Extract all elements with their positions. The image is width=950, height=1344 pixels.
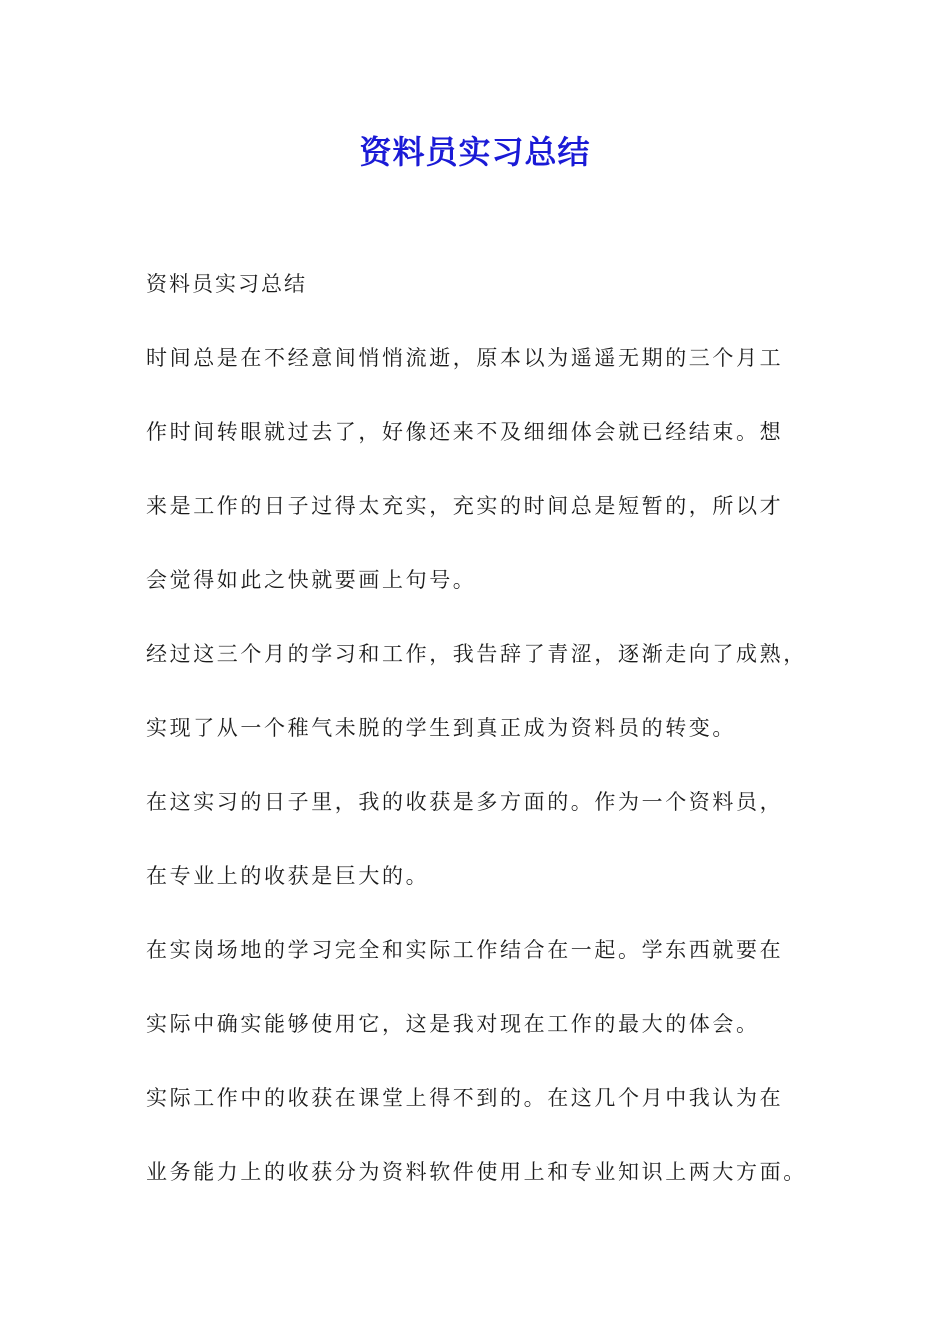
paragraph-line: 作时间转眼就过去了，好像还来不及细细体会就已经结束。想 (146, 420, 784, 444)
paragraph-line: 在实岗场地的学习完全和实际工作结合在一起。学东西就要在 (146, 938, 784, 962)
paragraph-line: 来是工作的日子过得太充实，充实的时间总是短暂的，所以才 (146, 494, 784, 518)
paragraph-line: 时间总是在不经意间悄悄流逝，原本以为遥遥无期的三个月工 (146, 346, 784, 370)
paragraph-line: 在这实习的日子里，我的收获是多方面的。作为一个资料员， (146, 790, 784, 814)
document-body (146, 262, 846, 1224)
paragraph-line: 实际中确实能够使用它，这是我对现在工作的最大的体会。 (146, 1012, 760, 1036)
paragraph-line: 会觉得如此之快就要画上句号。 (146, 568, 477, 592)
paragraph-line: 在专业上的收获是巨大的。 (146, 864, 430, 888)
paragraph-line: 经过这三个月的学习和工作，我告辞了青涩，逐渐走向了成熟， (146, 642, 807, 666)
paragraph-line: 业务能力上的收获分为资料软件使用上和专业知识上两大方面。 (146, 1160, 807, 1184)
paragraph-line: 实现了从一个稚气未脱的学生到真正成为资料员的转变。 (146, 716, 736, 740)
document-title: 资料员实习总结 (359, 133, 591, 171)
document-subtitle: 资料员实习总结 (146, 272, 307, 296)
paragraph-line: 实际工作中的收获在课堂上得不到的。在这几个月中我认为在 (146, 1086, 784, 1110)
